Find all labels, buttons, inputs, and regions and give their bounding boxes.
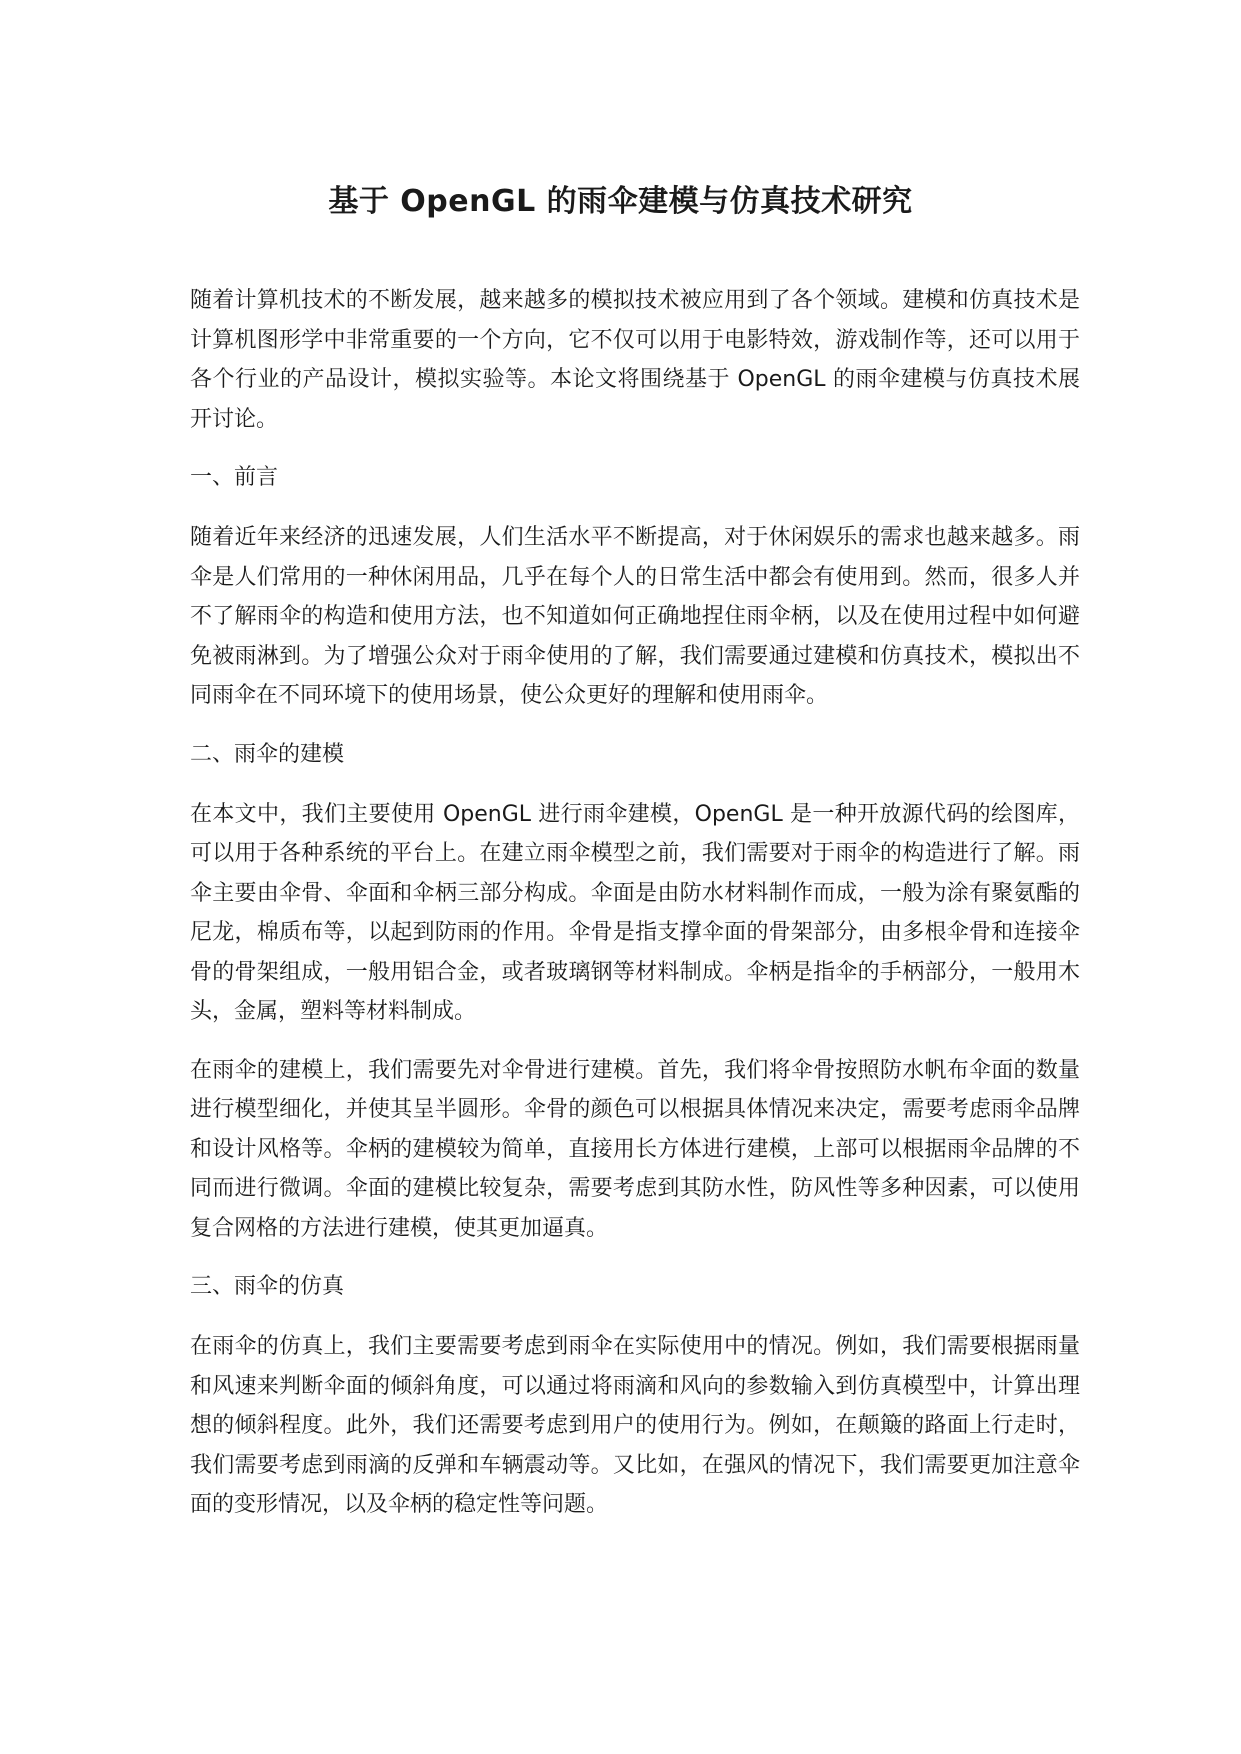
section-heading-preface: 一、前言 <box>190 465 279 490</box>
section-heading-simulation: 三、雨伞的仿真 <box>190 1274 345 1299</box>
preface-paragraph: 随着近年来经济的迅速发展，人们生活水平不断提高，对于休闲娱乐的需求也越来越多。雨伞是人们常用的一种休闲用品，几乎在每个人的日常生活中都会有使用到。然而，很多人并不了解雨伞的构造和使用方法，也不知道如何正确地捏住雨伞柄，以及在使用过程中如何避免被雨淋到。为了增强公众对于雨伞使用的了解，我们需要通过建模和仿真技术，模拟出不同雨伞在不同环境下的使用场景，使公众更好的理解和使用雨伞。 <box>190 525 1080 708</box>
document-body <box>190 281 1080 1544</box>
section-heading-modeling: 二、雨伞的建模 <box>190 741 345 767</box>
modeling-paragraph-2: 在雨伞的建模上，我们需要先对伞骨进行建模。首先，我们将伞骨按照防水帆布伞面的数量进行模型细化，并使其呈半圆形。伞骨的颜色可以根据具体情况来决定，需要考虑雨伞品牌和设计风格等。伞柄的建模较为简单，直接用长方体进行建模，上部可以根据雨伞品牌的不同而进行微调。伞面的建模比较复杂，需要考虑到其防水性，防风性等多种因素，可以使用复合网格的方法进行建模，使其更加逼真。 <box>190 1057 1080 1241</box>
intro-paragraph: 随着计算机技术的不断发展，越来越多的模拟技术被应用到了各个领域。建模和仿真技术是计算机图形学中非常重要的一个方向，它不仅可以用于电影特效，游戏制作等，还可以用于各个行业的产品设计，模拟实验等。本论文将围绕基于 OpenGL 的雨伞建模与仿真技术展开讨论。 <box>190 288 1080 432</box>
document-title: 基于 OpenGL 的雨伞建模与仿真技术研究 <box>328 184 913 219</box>
simulation-paragraph: 在雨伞的仿真上，我们主要需要考虑到雨伞在实际使用中的情况。例如，我们需要根据雨量和风速来判断伞面的倾斜角度，可以通过将雨滴和风向的参数输入到仿真模型中，计算出理想的倾斜程度。此外，我们还需要考虑到用户的使用行为。例如，在颠簸的路面上行走时，我们需要考虑到雨滴的反弹和车辆震动等。又比如，在强风的情况下，我们需要更加注意伞面的变形情况，以及伞柄的稳定性等问题。 <box>190 1334 1080 1517</box>
modeling-paragraph-1: 在本文中，我们主要使用 OpenGL 进行雨伞建模，OpenGL 是一种开放源代码的绘图库，可以用于各种系统的平台上。在建立雨伞模型之前，我们需要对于雨伞的构造进行了解。雨伞主要由伞骨、伞面和伞柄三部分构成。伞面是由防水材料制作而成，一般为涂有聚氨酯的尼龙，棉质布等，以起到防雨的作用。伞骨是指支撑伞面的骨架部分，由多根伞骨和连接伞骨的骨架组成，一般用铝合金，或者玻璃钢等材料制成。伞柄是指伞的手柄部分，一般用木头，金属，塑料等材料制成。 <box>190 801 1080 1024</box>
